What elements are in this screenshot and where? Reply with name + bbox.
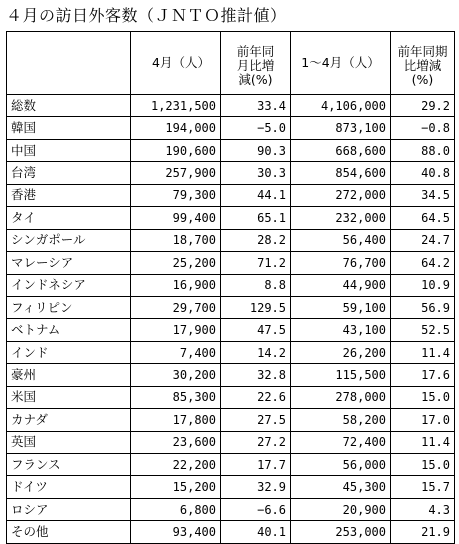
table-cell: 15.0	[391, 454, 455, 476]
header-line: (%)	[411, 72, 434, 87]
region-name: 総数	[7, 95, 131, 117]
table-cell: 79,300	[131, 184, 221, 206]
table-cell: 72,400	[291, 431, 391, 453]
header-jan-apr-change	[391, 32, 455, 95]
table-row	[7, 252, 455, 274]
table-body	[7, 95, 455, 544]
table-cell: 23,600	[131, 431, 221, 453]
table-cell: 85,300	[131, 386, 221, 408]
table-cell: 272,000	[291, 184, 391, 206]
table-cell: 56,400	[291, 229, 391, 251]
table-cell: 11.4	[391, 431, 455, 453]
table-cell: 253,000	[291, 521, 391, 543]
table-cell: 6,800	[131, 498, 221, 520]
table-cell: 33.4	[221, 95, 291, 117]
table-row	[7, 364, 455, 386]
table-cell: 232,000	[291, 207, 391, 229]
header-row	[7, 32, 455, 95]
table-cell: −6.6	[221, 498, 291, 520]
table-cell: 29,700	[131, 296, 221, 318]
table-cell: 58,200	[291, 409, 391, 431]
table-cell: 8.8	[221, 274, 291, 296]
table-cell: 17.6	[391, 364, 455, 386]
table-row	[7, 162, 455, 184]
table-cell: 22.6	[221, 386, 291, 408]
table-cell: 854,600	[291, 162, 391, 184]
header-line: 比増減	[403, 58, 442, 73]
table-cell: 43,100	[291, 319, 391, 341]
table-cell: 45,300	[291, 476, 391, 498]
table-cell: 668,600	[291, 139, 391, 161]
region-name: ベトナム	[7, 319, 131, 341]
table-row	[7, 95, 455, 117]
table-row	[7, 386, 455, 408]
region-name: マレーシア	[7, 252, 131, 274]
table-cell: 10.9	[391, 274, 455, 296]
table-cell: 14.2	[221, 341, 291, 363]
table-cell: 21.9	[391, 521, 455, 543]
table-cell: 190,600	[131, 139, 221, 161]
table-cell: 44,900	[291, 274, 391, 296]
region-name: ドイツ	[7, 476, 131, 498]
table-cell: 7,400	[131, 341, 221, 363]
table-cell: 90.3	[221, 139, 291, 161]
table-row	[7, 296, 455, 318]
visitor-table	[6, 31, 455, 544]
table-row	[7, 184, 455, 206]
region-name: フィリピン	[7, 296, 131, 318]
table-row	[7, 498, 455, 520]
table-row	[7, 341, 455, 363]
table-cell: 28.2	[221, 229, 291, 251]
table-cell: 17.7	[221, 454, 291, 476]
table-cell: 1,231,500	[131, 95, 221, 117]
table-cell: 29.2	[391, 95, 455, 117]
table-cell: 17.0	[391, 409, 455, 431]
region-name: 豪州	[7, 364, 131, 386]
table-cell: 40.8	[391, 162, 455, 184]
table-cell: 27.5	[221, 409, 291, 431]
table-cell: 71.2	[221, 252, 291, 274]
table-cell: 11.4	[391, 341, 455, 363]
table-row	[7, 207, 455, 229]
header-line: 前年同	[236, 44, 275, 59]
table-cell: 27.2	[221, 431, 291, 453]
table-title: ４月の訪日外客数（ＪＮＴＯ推計値）	[6, 6, 287, 25]
table-cell: 64.2	[391, 252, 455, 274]
table-cell: 194,000	[131, 117, 221, 139]
table-cell: 40.1	[221, 521, 291, 543]
table-cell: 93,400	[131, 521, 221, 543]
table-row	[7, 139, 455, 161]
table-cell: 278,000	[291, 386, 391, 408]
region-name: その他	[7, 521, 131, 543]
table-cell: 44.1	[221, 184, 291, 206]
table-row	[7, 454, 455, 476]
table-cell: 15,200	[131, 476, 221, 498]
table-row	[7, 229, 455, 251]
header-april-change	[221, 32, 291, 95]
table-cell: 15.7	[391, 476, 455, 498]
table-cell: 99,400	[131, 207, 221, 229]
table-cell: 64.5	[391, 207, 455, 229]
table-cell: 32.9	[221, 476, 291, 498]
table-row	[7, 274, 455, 296]
table-cell: 24.7	[391, 229, 455, 251]
table-cell: 17,800	[131, 409, 221, 431]
table-cell: 18,700	[131, 229, 221, 251]
table-row	[7, 521, 455, 543]
table-cell: 88.0	[391, 139, 455, 161]
table-cell: 257,900	[131, 162, 221, 184]
region-name: インドネシア	[7, 274, 131, 296]
region-name: 台湾	[7, 162, 131, 184]
table-cell: 15.0	[391, 386, 455, 408]
table-cell: 17,900	[131, 319, 221, 341]
table-cell: 129.5	[221, 296, 291, 318]
table-cell: 30,200	[131, 364, 221, 386]
region-name: フランス	[7, 454, 131, 476]
table-cell: 115,500	[291, 364, 391, 386]
table-cell: 20,900	[291, 498, 391, 520]
region-name: 英国	[7, 431, 131, 453]
region-name: ロシア	[7, 498, 131, 520]
region-name: 中国	[7, 139, 131, 161]
header-april: 4月（人）	[131, 32, 221, 95]
region-name: 韓国	[7, 117, 131, 139]
table-cell: 4.3	[391, 498, 455, 520]
table-cell: −5.0	[221, 117, 291, 139]
table-cell: 76,700	[291, 252, 391, 274]
table-cell: 59,100	[291, 296, 391, 318]
table-row	[7, 476, 455, 498]
region-name: カナダ	[7, 409, 131, 431]
header-line: 前年同期	[397, 44, 448, 59]
table-row	[7, 431, 455, 453]
table-cell: 25,200	[131, 252, 221, 274]
header-line: 月比増	[236, 58, 275, 73]
table-cell: 56,000	[291, 454, 391, 476]
table-cell: 47.5	[221, 319, 291, 341]
table-cell: −0.8	[391, 117, 455, 139]
table-cell: 26,200	[291, 341, 391, 363]
region-name: 米国	[7, 386, 131, 408]
table-cell: 4,106,000	[291, 95, 391, 117]
header-blank	[7, 32, 131, 95]
table-cell: 52.5	[391, 319, 455, 341]
table-cell: 16,900	[131, 274, 221, 296]
header-jan-apr: 1〜4月（人）	[291, 32, 391, 95]
header-line: 減(%)	[238, 72, 273, 87]
region-name: シンガポール	[7, 229, 131, 251]
table-cell: 65.1	[221, 207, 291, 229]
table-cell: 30.3	[221, 162, 291, 184]
table-row	[7, 319, 455, 341]
table-cell: 34.5	[391, 184, 455, 206]
region-name: 香港	[7, 184, 131, 206]
table-row	[7, 409, 455, 431]
table-cell: 22,200	[131, 454, 221, 476]
table-cell: 32.8	[221, 364, 291, 386]
region-name: タイ	[7, 207, 131, 229]
table-cell: 56.9	[391, 296, 455, 318]
table-row	[7, 117, 455, 139]
region-name: インド	[7, 341, 131, 363]
table-cell: 873,100	[291, 117, 391, 139]
